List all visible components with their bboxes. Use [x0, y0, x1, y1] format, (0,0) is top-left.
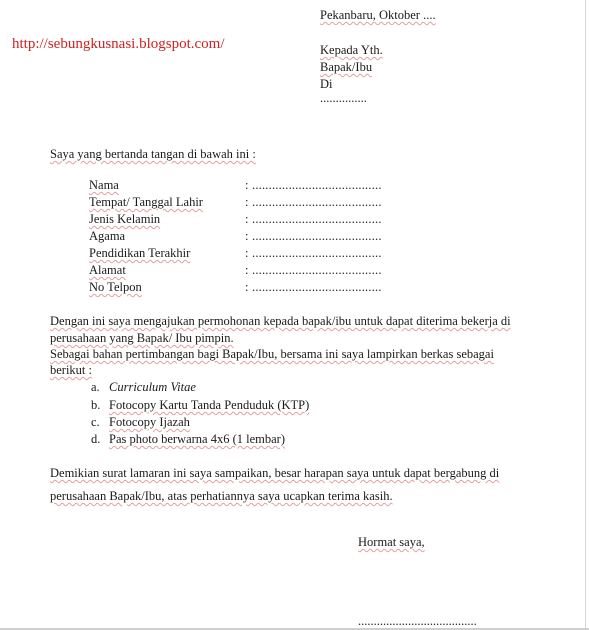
field-value-telpon: : .......................................	[245, 280, 382, 294]
paragraph2-line1: Sebagai bahan pertimbangan bagi Bapak/Ibu, bersama ini saya lampirkan berkas sebagai	[50, 347, 494, 361]
field-value-nama: : .......................................	[245, 178, 382, 192]
attachment-marker: a.	[91, 380, 100, 394]
field-value-alamat: : .......................................	[245, 263, 382, 277]
attachment-marker: d.	[91, 432, 101, 446]
field-value-agama: : .......................................	[245, 229, 382, 243]
recipient-name: Bapak/Ibu	[320, 60, 373, 74]
paragraph1-line2: perusahaan yang Bapak/ Ibu pimpin.	[50, 331, 234, 345]
field-label-pendidikan: Pendidikan Terakhir	[89, 246, 191, 260]
recipient-to-line: Kepada Yth.	[320, 43, 383, 57]
signature-salutation: Hormat saya,	[358, 535, 425, 549]
field-label-alamat: Alamat	[89, 263, 126, 277]
attachment-item: Pas photo berwarna 4x6 (1 lembar)	[109, 432, 285, 446]
recipient-location-prefix: Di	[320, 77, 333, 91]
page-edge-right	[585, 0, 586, 630]
closing-line2: perusahaan Bapak/Ibu, atas perhatiannya saya ucapkan terima kasih.	[50, 489, 393, 503]
attachment-marker: b.	[91, 398, 101, 412]
attachment-marker: c.	[91, 415, 100, 429]
field-label-nama: Nama	[89, 178, 119, 192]
field-label-jenis-kelamin: Jenis Kelamin	[89, 212, 161, 226]
field-value-ttl: : .......................................	[245, 195, 382, 209]
field-label-ttl: Tempat/ Tanggal Lahir	[89, 195, 203, 209]
place-date: Pekanbaru, Oktober ....	[320, 8, 436, 22]
paragraph1-line1: Dengan ini saya mengajukan permohonan kepada bapak/ibu untuk dapat diterima bekerja di	[50, 314, 511, 328]
opening-line: Saya yang bertanda tangan di bawah ini :	[50, 147, 256, 161]
recipient-location-blank: ...............	[320, 91, 367, 105]
watermark-url: http://sebungkusnasi.blogspot.com/	[12, 36, 225, 52]
paragraph2-line2: berikut :	[50, 363, 93, 377]
field-value-pendidikan: : .......................................	[245, 246, 382, 260]
field-label-telpon: No Telpon	[89, 280, 142, 294]
field-value-jenis-kelamin: : .......................................	[245, 212, 382, 226]
closing-line1: Demikian surat lamaran ini saya sampaikan, besar harapan saya untuk dapat bergabung di	[50, 466, 500, 480]
attachment-item: Fotocopy Ijazah	[109, 415, 190, 429]
attachment-item: Curriculum Vitae	[109, 380, 196, 394]
attachment-item: Fotocopy Kartu Tanda Penduduk (KTP)	[109, 398, 310, 412]
field-label-agama: Agama	[89, 229, 126, 243]
signature-blank: ......................................	[358, 614, 477, 628]
